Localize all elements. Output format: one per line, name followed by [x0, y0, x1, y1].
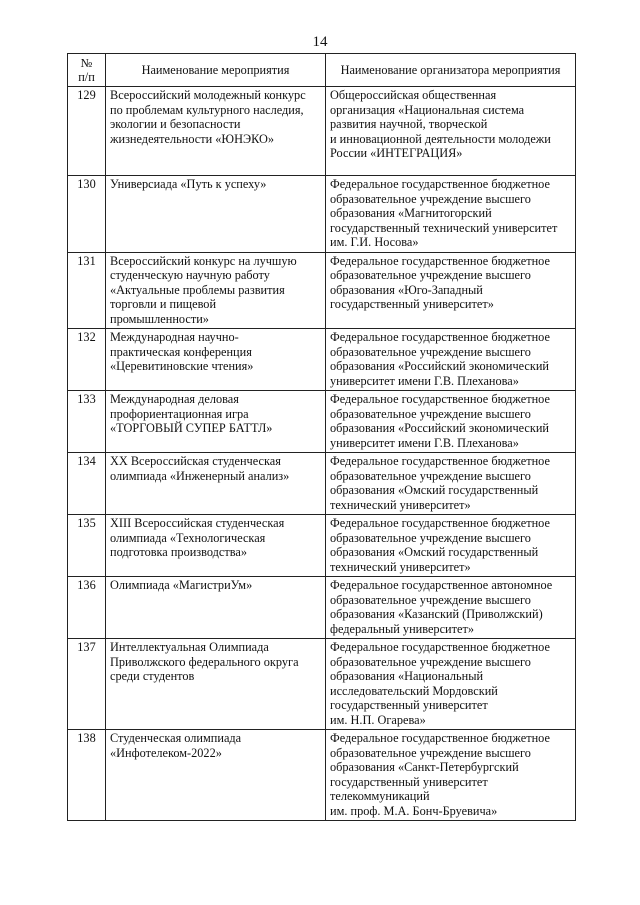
organizer-name-cell: [326, 730, 576, 821]
organizer-name-line: образования «Российский экономический: [330, 359, 549, 373]
row-number: 132: [68, 329, 106, 391]
row-number: 138: [68, 730, 106, 821]
organizer-name-line: государственный университет: [330, 774, 488, 789]
row-number: 130: [68, 176, 106, 253]
event-name-cell: [106, 639, 326, 730]
organizer-name-line: Федеральное государственное бюджетное: [330, 330, 550, 344]
organizer-name-cell: [326, 577, 576, 639]
event-name-line: олимпиада «Инженерный анализ»: [110, 468, 290, 483]
organizer-name-line: государственный университет: [330, 698, 488, 712]
event-name-cell: [106, 730, 326, 821]
table-row: [68, 577, 576, 639]
organizer-name-line: и инновационной деятельности молодежи: [330, 131, 551, 146]
organizer-name-line: им. Н.П. Огарева»: [330, 712, 426, 727]
event-name-line: Международная деловая: [110, 392, 239, 406]
row-number: 131: [68, 252, 106, 329]
organizer-name-cell: [326, 515, 576, 577]
table-row: [68, 87, 576, 176]
organizer-name-line: образования «Омский государственный: [330, 483, 539, 497]
header-number-abbr: п/п: [78, 70, 95, 84]
row-number: 137: [68, 639, 106, 730]
organizer-name-line: образования «Российский экономический: [330, 421, 549, 435]
table-row: [68, 391, 576, 453]
event-name-line: подготовка производства»: [110, 545, 248, 559]
header-number: [68, 54, 106, 87]
event-name-cell: [106, 391, 326, 453]
event-name-line: Всероссийский молодежный конкурс: [110, 88, 306, 102]
organizer-name-cell: [326, 252, 576, 329]
header-organizer-name: Наименование организатора мероприятия: [326, 54, 576, 87]
organizer-name-line: образовательное учреждение высшего: [330, 344, 531, 359]
table-row: [68, 515, 576, 577]
event-name-line: «Актуальные проблемы развития: [110, 282, 285, 297]
table-row: [68, 176, 576, 253]
event-name-line: олимпиада «Технологическая: [110, 530, 266, 545]
event-name-line: Международная научно-: [110, 330, 239, 344]
event-name-line: «Инфотелеком-2022»: [110, 745, 222, 760]
organizer-name-line: Федеральное государственное автономное: [330, 578, 553, 592]
organizer-name-line: федеральный университет»: [330, 621, 474, 636]
event-name-line: XIII Всероссийская студенческая: [110, 516, 285, 530]
organizer-name-cell: [326, 87, 576, 176]
event-name-cell: [106, 453, 326, 515]
events-table: [67, 53, 576, 821]
organizer-name-cell: [326, 453, 576, 515]
table-row: [68, 730, 576, 821]
event-name-cell: [106, 577, 326, 639]
event-name-line: Всероссийский конкурс на лучшую: [110, 253, 297, 268]
row-number: 129: [68, 87, 106, 176]
header-number-symbol: №: [80, 55, 93, 70]
page-number: 14: [312, 34, 328, 50]
row-number: 133: [68, 391, 106, 453]
organizer-name-cell: [326, 391, 576, 453]
table-row: [68, 329, 576, 391]
organizer-name-line: технический университет»: [330, 497, 471, 512]
organizer-name-line: образовательное учреждение высшего: [330, 468, 531, 483]
event-name-line: профориентационная игра: [110, 406, 249, 421]
organizer-name-line: Федеральное государственное бюджетное: [330, 454, 550, 468]
event-name-line: среди студентов: [110, 669, 195, 683]
organizer-name-cell: [326, 329, 576, 391]
event-name-line: «Церевитиновские чтения»: [110, 359, 254, 373]
organizer-name-line: образования «Магнитогорский: [330, 206, 492, 220]
table-row: [68, 639, 576, 730]
organizer-name-cell: [326, 176, 576, 253]
organizer-name-line: образовательное учреждение высшего: [330, 268, 531, 282]
event-name-line: Приволжского федерального округа: [110, 654, 299, 669]
organizer-name-line: технический университет»: [330, 559, 471, 574]
event-name-cell: [106, 87, 326, 176]
organizer-name-line: Федеральное государственное бюджетное: [330, 177, 550, 191]
event-name-cell: [106, 515, 326, 577]
organizer-name-line: государственный университет»: [330, 297, 494, 311]
table-row: [68, 252, 576, 329]
table-row: [68, 453, 576, 515]
organizer-name-line: образования «Юго-Западный: [330, 282, 483, 297]
organizer-name-line: им. проф. М.А. Бонч-Бруевича»: [330, 803, 498, 818]
organizer-name-line: образовательное учреждение высшего: [330, 654, 531, 669]
row-number: 134: [68, 453, 106, 515]
event-name-line: экологии и безопасности: [110, 117, 241, 131]
organizer-name-line: образовательное учреждение высшего: [330, 530, 531, 545]
organizer-name-line: государственный технический университет: [330, 220, 558, 235]
organizer-name-line: телекоммуникаций: [330, 789, 430, 803]
organizer-name-line: организация «Национальная система: [330, 102, 525, 117]
header-event-name: Наименование мероприятия: [106, 54, 326, 87]
event-name-line: XX Всероссийская студенческая: [110, 454, 281, 468]
organizer-name-line: образования «Омский государственный: [330, 545, 539, 559]
event-name-line: промышленности»: [110, 311, 209, 326]
organizer-name-line: России «ИНТЕГРАЦИЯ»: [330, 146, 463, 160]
organizer-name-line: развития научной, творческой: [330, 117, 488, 131]
organizer-name-line: образования «Санкт-Петербургский: [330, 760, 519, 774]
organizer-name-line: Общероссийская общественная: [330, 88, 497, 102]
event-name-line: Олимпиада «МагистриУм»: [110, 578, 253, 592]
event-name-line: торговли и пищевой: [110, 297, 217, 311]
organizer-name-line: образовательное учреждение высшего: [330, 745, 531, 760]
event-name-line: Универсиада «Путь к успеху»: [110, 177, 267, 191]
organizer-name-line: исследовательский Мордовский: [330, 683, 498, 698]
event-name-line: практическая конференция: [110, 344, 252, 359]
event-name-line: Студенческая олимпиада: [110, 731, 242, 745]
event-name-line: «ТОРГОВЫЙ СУПЕР БАТТЛ»: [110, 421, 273, 435]
organizer-name-line: Федеральное государственное бюджетное: [330, 253, 550, 268]
table-header-row: [68, 54, 576, 87]
row-number: 136: [68, 577, 106, 639]
organizer-name-line: им. Г.И. Носова»: [330, 235, 419, 249]
event-name-line: по проблемам культурного наследия,: [110, 102, 304, 117]
organizer-name-line: Федеральное государственное бюджетное: [330, 516, 550, 530]
event-name-cell: [106, 252, 326, 329]
organizer-name-line: образовательное учреждение высшего: [330, 191, 531, 206]
organizer-name-line: образования «Национальный: [330, 669, 484, 683]
event-name-line: Интеллектуальная Олимпиада: [110, 640, 269, 654]
event-name-line: жизнедеятельности «ЮНЭКО»: [110, 131, 274, 146]
organizer-name-line: университет имени Г.В. Плеханова»: [330, 435, 519, 450]
event-name-cell: [106, 176, 326, 253]
organizer-name-line: образовательное учреждение высшего: [330, 592, 531, 607]
organizer-name-line: Федеральное государственное бюджетное: [330, 392, 550, 406]
organizer-name-line: Федеральное государственное бюджетное: [330, 640, 550, 654]
organizer-name-cell: [326, 639, 576, 730]
organizer-name-line: образовательное учреждение высшего: [330, 406, 531, 421]
event-name-line: студенческую научную работу: [110, 268, 270, 282]
organizer-name-line: университет имени Г.В. Плеханова»: [330, 373, 519, 388]
organizer-name-line: образования «Казанский (Приволжский): [330, 607, 543, 621]
event-name-cell: [106, 329, 326, 391]
organizer-name-line: Федеральное государственное бюджетное: [330, 731, 550, 745]
row-number: 135: [68, 515, 106, 577]
